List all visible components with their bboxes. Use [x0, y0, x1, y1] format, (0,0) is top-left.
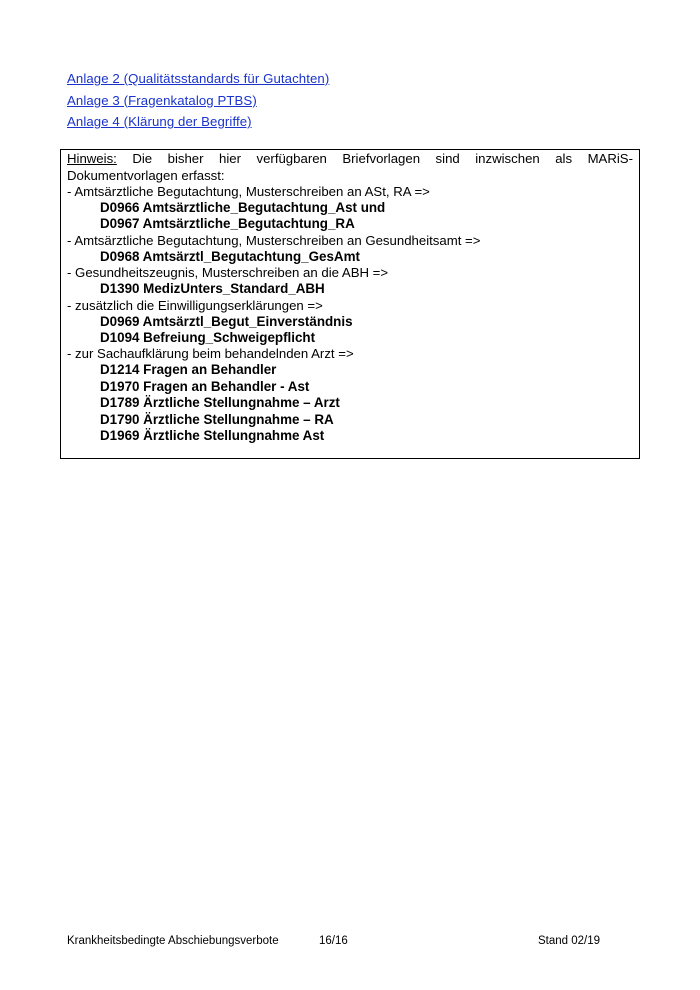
note-intro-text: Die bisher hier verfügbaren Briefvorlagen sind inzwischen als MARiS-Dokumentvorlagen erfasst:	[67, 151, 633, 183]
section-heading: - zusätzlich die Einwilligungserklärungen =>	[67, 297, 323, 313]
note-intro	[67, 151, 633, 184]
template-item: D1969 Ärztliche Stellungnahme Ast	[100, 428, 325, 444]
section-begutachtung-gesundheitsamt	[67, 233, 633, 265]
template-item: D1790 Ärztliche Stellungnahme – RA	[100, 411, 334, 427]
link-anlage-4[interactable]: Anlage 4 (Klärung der Begriffe)	[67, 114, 252, 129]
section-heading: - Gesundheitszeugnis, Musterschreiben an die ABH =>	[67, 265, 389, 281]
annex-links	[67, 68, 329, 133]
section-sachaufklaerung	[67, 346, 633, 444]
footer-document-title: Krankheitsbedingte Abschiebungsverbote	[67, 935, 279, 947]
link-anlage-2[interactable]: Anlage 2 (Qualitätsstandards für Gutachten)	[67, 71, 330, 86]
note-label: Hinweis:	[67, 151, 117, 166]
link-anlage-3[interactable]: Anlage 3 (Fragenkatalog PTBS)	[67, 92, 257, 108]
note-box	[60, 149, 640, 459]
template-item: D1214 Fragen an Behandler	[100, 362, 277, 378]
section-heading: - Amtsärztliche Begutachtung, Musterschreiben an Gesundheitsamt =>	[67, 232, 481, 248]
template-item: D1970 Fragen an Behandler - Ast	[100, 378, 310, 394]
footer-page-number: 16/16	[319, 935, 348, 947]
template-item: D1390 MedizUnters_Standard_ABH	[100, 281, 325, 297]
template-item: D1789 Ärztliche Stellungnahme – Arzt	[100, 395, 340, 411]
section-heading: - zur Sachaufklärung beim behandelnden Arzt =>	[67, 346, 354, 362]
section-einwilligung	[67, 298, 633, 347]
template-item: D0966 Amtsärztliche_Begutachtung_Ast und	[100, 200, 386, 215]
section-heading: - Amtsärztliche Begutachtung, Musterschreiben an ASt, RA =>	[67, 184, 430, 199]
section-begutachtung-ast-ra	[67, 184, 633, 233]
template-item: D0967 Amtsärztliche_Begutachtung_RA	[100, 216, 355, 232]
template-item: D0969 Amtsärztl_Begut_Einverständnis	[100, 313, 353, 329]
template-item: D0968 Amtsärztl_Begutachtung_GesAmt	[100, 248, 360, 264]
footer-version: Stand 02/19	[538, 935, 601, 947]
section-gesundheitszeugnis	[67, 265, 633, 297]
template-item: D1094 Befreiung_Schweigepflicht	[100, 330, 316, 346]
